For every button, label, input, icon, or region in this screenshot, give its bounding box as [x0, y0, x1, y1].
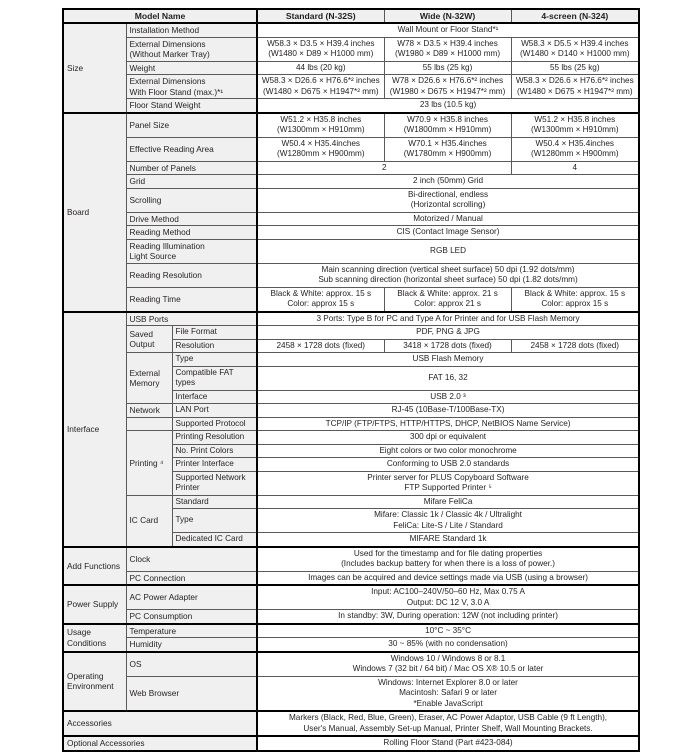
table-row	[63, 353, 639, 367]
cell-text: Usage	[67, 627, 91, 637]
spec-sublabel	[172, 366, 257, 390]
spec-value	[257, 353, 639, 367]
cell-text: Wall Mount or Floor Stand*¹	[397, 25, 499, 34]
cell-text: USB 2.0 ³	[430, 391, 466, 401]
spec-label	[126, 37, 257, 61]
spec-value	[257, 471, 639, 495]
spec-value	[257, 61, 384, 75]
cell-text: Wide (N-32W)	[419, 11, 476, 21]
table-row	[63, 113, 639, 138]
table-row	[63, 495, 639, 509]
spec-value	[384, 137, 511, 161]
table-row	[63, 326, 639, 340]
spec-sublabel	[172, 431, 257, 445]
table-row	[63, 23, 639, 37]
spec-label	[126, 188, 257, 212]
spec-value	[384, 75, 511, 99]
cell-text: Color: approx 21 s	[414, 299, 481, 308]
table-row	[63, 287, 639, 312]
cell-text: W78 × D3.5 × H39.4 inches	[397, 38, 498, 48]
model-column-header	[384, 9, 511, 23]
cell-text: Input: AC100–240V/50–60 Hz, Max 0.75 A	[371, 587, 525, 596]
spec-value	[257, 37, 384, 61]
cell-text: Color: approx 15 s	[287, 299, 355, 308]
cell-text: Conforming to USB 2.0 standards	[386, 459, 510, 468]
cell-text: With Floor Stand (max.)*¹	[129, 86, 224, 97]
table-row	[63, 212, 639, 226]
spec-value	[511, 161, 639, 175]
cell-text: Humidity	[129, 639, 162, 649]
cell-text: LAN Port	[175, 405, 209, 414]
spec-label	[126, 75, 257, 99]
cell-text: W50.4 × H35.4inches	[535, 138, 615, 148]
cell-text: Effective Reading Area	[129, 143, 214, 154]
cell-text: Used for the timestamp and for file dating properties	[353, 548, 543, 558]
cell-text: Model Name	[134, 11, 186, 21]
spec-value	[384, 37, 511, 61]
cell-text: File Format	[175, 327, 217, 336]
cell-text: FeliCa: Lite-S / Lite / Standard	[393, 520, 503, 530]
cell-text: Board	[67, 206, 90, 217]
cell-text: Macintosh: Safari 9 or later	[399, 688, 497, 697]
cell-text: (W1800mm × H910mm)	[403, 125, 492, 134]
table-row	[63, 137, 639, 161]
cell-text: Compatible FAT	[175, 367, 234, 377]
cell-text: PC Consumption	[129, 611, 193, 621]
cell-text: Light Source	[129, 251, 177, 261]
cell-text: W58.3 × D26.6 × H76.6*² inches	[261, 76, 380, 85]
spec-sublabel	[172, 495, 257, 509]
cell-text: CIS (Contact Image Sensor)	[396, 227, 500, 236]
cell-text: USB Flash Memory	[412, 354, 484, 363]
cell-text: Operating	[67, 670, 104, 681]
table-row	[63, 711, 639, 736]
cell-text: OS	[129, 658, 142, 669]
cell-text: types	[175, 378, 196, 387]
cell-text: Memory	[129, 378, 160, 388]
spec-label	[126, 226, 257, 240]
cell-text: Installation Method	[129, 25, 200, 35]
spec-label	[126, 212, 257, 226]
spec-sublabel	[172, 404, 257, 418]
section-label	[63, 23, 126, 113]
cell-text: (Horizontal scrolling)	[410, 200, 486, 209]
spec-value	[257, 711, 639, 736]
table-row	[63, 652, 639, 677]
table-row	[63, 239, 639, 263]
model-name-header	[63, 9, 257, 23]
spec-label	[126, 652, 257, 677]
cell-text: Grid	[129, 176, 146, 186]
model-column-header	[257, 9, 384, 23]
cell-text: (Without Marker Tray)	[129, 49, 210, 59]
cell-text: Floor Stand Weight	[129, 100, 201, 110]
spec-label	[126, 624, 257, 638]
spec-value	[257, 212, 639, 226]
spec-value	[257, 287, 384, 312]
cell-text: Weight	[129, 62, 156, 73]
cell-text: Add Functions	[67, 560, 121, 571]
cell-text: *Enable JavaScript	[413, 698, 483, 708]
spec-value	[257, 444, 639, 458]
cell-text: External Dimensions	[129, 76, 206, 86]
subsection-label	[126, 431, 172, 496]
spec-value	[257, 404, 639, 418]
spec-value	[257, 736, 639, 751]
table-row	[63, 161, 639, 175]
spec-value	[257, 509, 639, 533]
cell-text: FTP Supported Printer ⁵	[404, 483, 492, 492]
table-row	[63, 638, 639, 652]
cell-text: Panel Size	[129, 119, 170, 130]
spec-label	[126, 571, 257, 585]
spec-value	[257, 161, 511, 175]
spec-value	[257, 610, 639, 624]
cell-text: 4-screen (N-324)	[541, 11, 609, 21]
cell-text: Power Supply	[67, 599, 119, 609]
cell-text: 10°C ~ 35°C	[425, 625, 471, 635]
cell-text: Optional Accessories	[67, 738, 145, 748]
section-label	[63, 547, 126, 586]
cell-text: TCP/IP (FTP/FTPS, HTTP/HTTPS, DHCP, NetBIOS Name Service)	[325, 418, 571, 428]
cell-text: Drive Method	[129, 213, 179, 224]
spec-label	[126, 113, 257, 138]
cell-text: Clock	[129, 553, 151, 564]
spec-value	[257, 431, 639, 445]
cell-text: IC Card	[129, 515, 159, 526]
cell-text: Network	[129, 405, 160, 415]
cell-text: (W1980 × D89 × H1000 mm)	[394, 49, 501, 58]
cell-text: (Includes backup battery for when there is a loss of power.)	[341, 559, 555, 568]
section-label	[63, 585, 126, 624]
table-row	[63, 676, 639, 711]
cell-text: Environment	[67, 681, 114, 692]
spec-value	[384, 113, 511, 138]
spec-value	[384, 287, 511, 312]
cell-text: Standard (N-32S)	[285, 11, 356, 21]
table-row	[63, 610, 639, 624]
spec-value	[511, 75, 639, 99]
model-column-header	[511, 9, 639, 23]
cell-text: Main scanning direction (vertical sheet surface) 50 dpi (1.92 dots/mm)	[321, 264, 575, 274]
cell-text: Resolution	[175, 340, 215, 350]
section-label	[63, 624, 126, 652]
spec-value	[257, 226, 639, 240]
spec-value	[257, 188, 639, 212]
cell-text: 3418 × 1728 dots (fixed)	[403, 340, 492, 350]
table-row	[63, 263, 639, 287]
cell-text: Printer server for PLUS Copyboard Software	[367, 472, 529, 482]
spec-label	[126, 676, 257, 711]
spec-label	[126, 312, 257, 326]
spec-sublabel	[172, 444, 257, 458]
cell-text: Windows 10 / Windows 8 or 8.1	[390, 653, 506, 663]
cell-text: Bi-directional, endless	[407, 189, 489, 199]
spec-label	[126, 23, 257, 37]
table-row	[63, 99, 639, 113]
cell-text: Number of Panels	[129, 162, 196, 173]
cell-text: Mifare: Classic 1k / Classic 4k / Ultralight	[374, 510, 522, 519]
cell-text: Interface	[175, 391, 208, 401]
cell-text: Accessories	[67, 718, 112, 729]
spec-label	[126, 610, 257, 624]
cell-text: W51.2 × H35.8 inches	[280, 114, 362, 124]
cell-text: Type	[175, 354, 194, 363]
spec-value	[257, 547, 639, 572]
cell-text: Dedicated IC Card	[175, 534, 243, 543]
spec-label	[126, 263, 257, 287]
spec-sublabel	[172, 471, 257, 495]
subsection-label	[126, 353, 172, 404]
spec-sheet	[62, 8, 640, 752]
section-label	[63, 652, 126, 712]
spec-value	[257, 390, 639, 404]
cell-text: (W1480 × D675 × H1947*² mm)	[516, 86, 633, 96]
spec-value	[257, 263, 639, 287]
spec-sublabel	[172, 509, 257, 533]
spec-value	[257, 571, 639, 585]
spec-label	[126, 61, 257, 75]
table-row	[63, 188, 639, 212]
cell-text: Printing Resolution	[175, 432, 245, 441]
cell-text: Reading Method	[129, 227, 191, 237]
spec-value	[257, 652, 639, 677]
spec-table	[62, 8, 640, 752]
cell-text: Motorized / Manual	[413, 213, 483, 223]
cell-text: Output: DC 12 V, 3.0 A	[406, 597, 490, 607]
spec-value	[257, 312, 639, 326]
cell-text: W70.1 × H35.4inches	[408, 138, 487, 148]
spec-value	[257, 239, 639, 263]
cell-text: 2458 × 1728 dots (fixed)	[530, 340, 620, 350]
cell-text: Windows 7 (32 bit / 64 bit) / Mac OS X® 10.5 or later	[352, 664, 544, 673]
table-row	[63, 585, 639, 610]
cell-text: Output	[129, 339, 155, 349]
spec-value	[384, 61, 511, 75]
cell-text: USB Ports	[129, 313, 169, 324]
cell-text: (W1280mm × H900mm)	[276, 149, 365, 158]
cell-text: Eight colors or two color monochrome	[379, 445, 517, 455]
cell-text: Printer Interface	[175, 459, 234, 468]
cell-text: (W1480 × D140 × H1000 mm)	[519, 49, 630, 58]
spec-label	[126, 547, 257, 572]
cell-text: Black & White: approx. 15 s	[524, 288, 626, 298]
spec-value	[257, 23, 639, 37]
table-row	[63, 37, 639, 61]
cell-text: Supported Network	[175, 472, 246, 482]
spec-label	[126, 99, 257, 113]
spec-value	[257, 137, 384, 161]
cell-text: FAT 16, 32	[428, 372, 468, 382]
section-label	[63, 113, 126, 312]
cell-text: 2458 × 1728 dots (fixed)	[276, 340, 366, 350]
cell-text: Markers (Black, Red, Blue, Green), Eraser, AC Power Adaptor, USB Cable (9 ft Length),	[288, 713, 608, 722]
spec-value	[257, 624, 639, 638]
spec-label	[126, 137, 257, 161]
spec-table-body	[63, 9, 639, 751]
cell-text: External Dimensions	[129, 38, 206, 49]
spec-sublabel	[172, 339, 257, 353]
cell-text: RJ-45 (10Base-T/100Base-TX)	[391, 405, 505, 414]
cell-text: Images can be acquired and device settings made via USB (using a browser)	[308, 572, 588, 582]
spec-sublabel	[172, 417, 257, 431]
spec-value	[257, 113, 384, 138]
cell-text: Reading Illumination	[129, 240, 205, 251]
table-row	[63, 736, 639, 751]
spec-label	[63, 736, 257, 751]
table-row	[63, 312, 639, 326]
spec-value	[511, 61, 639, 75]
spec-value	[257, 533, 639, 547]
table-row	[63, 404, 639, 418]
subsection-label	[126, 404, 172, 418]
subsection-label	[126, 495, 172, 547]
cell-text: Black & White: approx. 21 s	[397, 288, 498, 298]
cell-text: 300 dpi or equivalent	[410, 432, 487, 441]
table-row	[63, 175, 639, 189]
cell-text: W50.4 × H35.4inches	[281, 138, 361, 148]
spec-value	[257, 75, 384, 99]
cell-text: MIFARE Standard 1k	[409, 534, 487, 543]
spec-value	[257, 339, 384, 353]
cell-text: W78 × D26.6 × H76.6*² inches	[392, 76, 504, 85]
cell-text: 55 lbs (25 kg)	[549, 62, 600, 72]
spec-value	[257, 417, 639, 431]
cell-text: Printing ⁴	[129, 457, 164, 468]
table-row	[63, 417, 639, 431]
cell-text: Rolling Floor Stand (Part #423-084)	[383, 738, 513, 747]
cell-text: Color: approx 15 s	[541, 299, 609, 308]
section-label	[63, 312, 126, 547]
cell-text: 30 ~ 85% (with no condensation)	[388, 639, 508, 648]
spec-sublabel	[172, 326, 257, 340]
cell-text: AC Power Adapter	[129, 592, 198, 603]
cell-text: Temperature	[129, 625, 177, 636]
cell-text: Interface	[67, 423, 100, 434]
spec-label	[126, 175, 257, 189]
spec-value	[257, 676, 639, 711]
spec-value	[511, 287, 639, 312]
spec-value	[511, 37, 639, 61]
cell-text: Reading Time	[129, 293, 181, 304]
spec-sublabel	[172, 533, 257, 547]
cell-text: W58.3 × D26.6 × H76.6*² inches	[515, 76, 634, 85]
spec-value	[384, 339, 511, 353]
cell-text: W70.9 × H35.8 inches	[407, 114, 488, 124]
cell-text: Type	[175, 515, 194, 525]
spec-value	[257, 326, 639, 340]
cell-text: 2 inch (50mm) Grid	[412, 176, 484, 185]
spec-label	[126, 161, 257, 175]
cell-text: (W1780mm × H900mm)	[403, 149, 492, 158]
cell-text: (W1280mm × H900mm)	[530, 149, 619, 158]
cell-text: Supported Protocol	[175, 418, 246, 428]
table-row	[63, 624, 639, 638]
spec-label	[126, 239, 257, 263]
cell-text: PDF, PNG & JPG	[416, 327, 480, 336]
spec-value	[257, 99, 639, 113]
cell-text: Web Browser	[129, 688, 180, 698]
table-row	[63, 9, 639, 23]
cell-text: No. Print Colors	[175, 445, 234, 455]
cell-text: Windows: Internet Explorer 8.0 or later	[378, 677, 518, 687]
cell-text: W51.2 × H35.8 inches	[534, 114, 616, 124]
spec-label	[126, 638, 257, 652]
cell-text: Reading Resolution	[129, 269, 202, 280]
spec-value	[511, 113, 639, 138]
cell-text: RGB LED	[430, 245, 466, 255]
spec-sublabel	[172, 458, 257, 472]
table-row	[63, 61, 639, 75]
spec-value	[257, 585, 639, 610]
cell-text: Printer	[175, 483, 200, 492]
table-row	[63, 226, 639, 240]
cell-text: W58.3 × D5.5 × H39.4 inches	[521, 38, 629, 48]
cell-text: (W1480 × D675 × H1947*² mm)	[262, 86, 379, 96]
subsection-label	[126, 417, 172, 431]
cell-text: Sub scanning direction (horizontal sheet surface) 50 dpi (1.82 dots/mm)	[318, 275, 578, 284]
cell-text: 55 lbs (25 kg)	[422, 62, 473, 72]
spec-value	[257, 495, 639, 509]
cell-text: (W1300mm × H910mm)	[276, 125, 365, 134]
subsection-label	[126, 326, 172, 353]
spec-label	[63, 711, 257, 736]
cell-text: 4	[572, 162, 578, 172]
cell-text: Standard	[175, 496, 209, 506]
cell-text: Mifare FeliCa	[423, 496, 473, 506]
table-row	[63, 571, 639, 585]
cell-text: 23 lbs (10.5 kg)	[419, 100, 477, 109]
cell-text: (W1480 × D89 × H1000 mm)	[268, 49, 374, 58]
cell-text: (W1300mm × H910mm)	[530, 125, 619, 134]
spec-value	[511, 339, 639, 353]
cell-text: PC Connection	[129, 572, 186, 583]
spec-sublabel	[172, 353, 257, 367]
cell-text: User's Manual, Assembly Set-up Manual, Printer Shelf, Wall Mounting Brackets.	[303, 723, 593, 733]
cell-text: External	[129, 367, 160, 378]
spec-label	[126, 585, 257, 610]
cell-text: Black & White: approx. 15 s	[270, 288, 372, 298]
table-row	[63, 75, 639, 99]
cell-text: Saved	[129, 328, 154, 339]
cell-text: 2	[382, 162, 387, 172]
cell-text: (W1980 × D675 × H1947*² mm)	[389, 86, 506, 96]
spec-value	[257, 458, 639, 472]
cell-text: Size	[67, 62, 84, 73]
cell-text: Conditions	[67, 637, 107, 648]
spec-value	[257, 175, 639, 189]
table-row	[63, 431, 639, 445]
spec-value	[511, 137, 639, 161]
table-row	[63, 547, 639, 572]
spec-value	[257, 366, 639, 390]
spec-sublabel	[172, 390, 257, 404]
cell-text: Scrolling	[129, 194, 162, 205]
spec-label	[126, 287, 257, 312]
cell-text: W58.3 × D3.5 × H39.4 inches	[267, 38, 375, 48]
cell-text: 3 Ports: Type B for PC and Type A for Printer and for USB Flash Memory	[316, 313, 580, 323]
spec-value	[257, 638, 639, 652]
cell-text: In standby: 3W, During operation: 12W (not including printer)	[338, 611, 558, 620]
cell-text: 44 lbs (20 kg)	[295, 62, 346, 72]
